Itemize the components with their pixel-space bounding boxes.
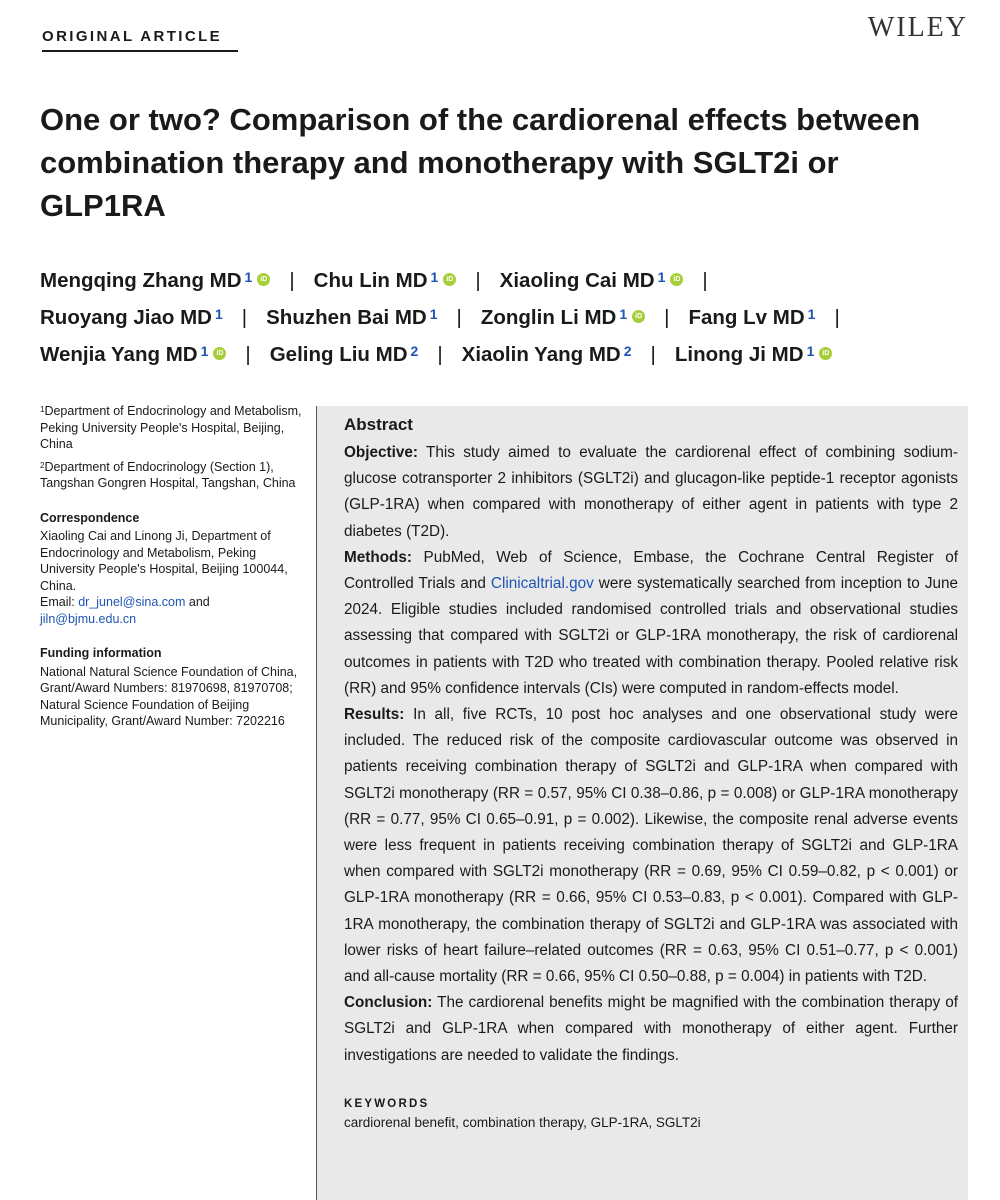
author-name: Shuzhen Bai MD xyxy=(266,306,427,329)
author[interactable] xyxy=(40,262,270,299)
orcid-icon[interactable]: iD xyxy=(257,273,270,286)
clinicaltrial-link[interactable]: Clinicaltrial.gov xyxy=(490,575,594,593)
affiliations xyxy=(40,403,302,492)
methods-text-continued: were systematically searched from inception to June 2024. Eligible studies included randomised controlled trials and observational studies assessing that compared with SGLT2i or GLP-1RA monotherapy, the risk of cardiorenal outcomes in patients with T2D who treated with combination therapy. Pooled relative risk (RR) and 95% confidence intervals (CIs) were computed in random-effects model. xyxy=(344,575,959,697)
author-name: Linong Ji MD xyxy=(674,343,804,366)
author[interactable] xyxy=(462,336,632,373)
author-separator: | xyxy=(437,343,443,366)
author-line-3 xyxy=(40,336,980,373)
affiliation-sup[interactable]: 1 xyxy=(200,343,209,359)
email-label: Email: xyxy=(40,595,75,609)
author-name: Wenjia Yang MD xyxy=(40,343,198,366)
affiliation-text: Department of Endocrinology (Section 1), Tangshan Gongren Hospital, Tangshan, China xyxy=(40,459,296,490)
author-separator: | xyxy=(456,306,462,329)
correspondence xyxy=(40,510,302,628)
orcid-icon[interactable]: iD xyxy=(819,347,832,360)
author-separator: | xyxy=(834,306,840,329)
methods-label: Methods: xyxy=(344,548,412,566)
abstract-heading: Abstract xyxy=(344,415,413,434)
section-rule xyxy=(42,50,238,52)
author[interactable] xyxy=(40,336,226,373)
correspondence-text: Xiaoling Cai and Linong Ji, Department of Endocrinology and Metabolism, Peking University People's Hospital, Beijing 100044, China. xyxy=(40,529,288,593)
funding-information xyxy=(40,645,302,730)
abstract-conclusion xyxy=(344,990,958,1069)
author[interactable] xyxy=(266,299,437,336)
affiliation-sup[interactable]: 1 xyxy=(430,269,439,285)
author-name: Fang Lv MD xyxy=(688,306,805,329)
results-text: In all, five RCTs, 10 post hoc analyses and one observational study were included. The reduced risk of the composite cardiovascular outcome was observed in patients receiving combination therapy of SGLT2i and GLP-1RA when compared with SGLT2i monotherapy (RR = 0.57, 95% CI 0.38–0.86, p = 0.008) or GLP-1RA monotherapy (RR = 0.77, 95% CI 0.65–0.91, p = 0.002). Likewise, the composite renal adverse events were less frequent in patients receiving combination therapy of SGLT2i and GLP-1RA when compared with SGLT2i monotherapy (RR = 0.69, 95% CI 0.59–0.82, p < 0.001) or GLP-1RA monotherapy (RR = 0.66, 95% CI 0.53–0.83, p < 0.001). Compared with GLP-1RA monotherapy, the combination therapy of SGLT2i and GLP-1RA was associated with lower risks of heart failure–related outcomes (RR = 0.63, 95% CI 0.51–0.77, p < 0.001) and all-cause mortality (RR = 0.66, 95% CI 0.50–0.88, p = 0.004) in patients with T2D. xyxy=(344,706,959,986)
results-label: Results: xyxy=(344,706,405,724)
author-separator: | xyxy=(664,306,670,329)
author-list xyxy=(40,262,980,373)
affiliation-sup[interactable]: 1 xyxy=(244,269,253,285)
affiliation-sup[interactable]: 2 xyxy=(410,343,419,359)
objective-label: Objective: xyxy=(344,444,418,461)
author[interactable] xyxy=(270,336,419,373)
author[interactable] xyxy=(688,299,815,336)
funding-heading: Funding information xyxy=(40,646,162,660)
funding-text: National Natural Science Foundation of China, Grant/Award Numbers: 81970698, 81970708; Natural Science Foundation of Beijing Municipality, Grant/Award Number: 7202216 xyxy=(40,664,298,728)
author-line-1 xyxy=(40,262,980,299)
author-separator: | xyxy=(475,269,481,292)
orcid-icon[interactable]: iD xyxy=(632,310,645,323)
author-name: Mengqing Zhang MD xyxy=(40,269,242,292)
publisher-logo: WILEY xyxy=(867,12,968,43)
affiliation-sup[interactable]: 1 xyxy=(619,306,628,322)
author-name: Ruoyang Jiao MD xyxy=(40,306,212,329)
abstract-box xyxy=(316,406,968,1200)
author-separator: | xyxy=(241,306,248,329)
affiliation-number: 2 xyxy=(40,460,45,470)
affiliation-sup[interactable]: 1 xyxy=(807,306,816,322)
author-name: Zonglin Li MD xyxy=(480,306,617,329)
abstract-results xyxy=(344,702,958,990)
author-name: Geling Liu MD xyxy=(269,343,408,366)
author-separator: | xyxy=(702,269,708,292)
author-separator: | xyxy=(289,269,295,292)
keywords-heading: KEYWORDS xyxy=(344,1097,430,1110)
author[interactable] xyxy=(314,262,457,299)
objective-text: This study aimed to evaluate the cardiorenal effect of combining sodium-glucose cotransporter 2 inhibitors (SGLT2i) and glucagon-like peptide-1 receptor agonists (GLP-1RA) when compared with monotherapy of either agent in patients with type 2 diabetes (T2D). xyxy=(344,444,958,540)
section-label: ORIGINAL ARTICLE xyxy=(42,28,223,45)
author-line-2 xyxy=(40,299,980,336)
conclusion-text: The cardiorenal benefits might be magnified with the combination therapy of SGLT2i and GLP-1RA when compared with monotherapy of either agent. Further investigations are needed to validate the findings. xyxy=(344,994,958,1064)
email-link[interactable]: dr_junel@sina.com xyxy=(78,595,186,609)
email-link[interactable]: jiln@bjmu.edu.cn xyxy=(40,611,137,626)
affiliation-sup[interactable]: 1 xyxy=(215,306,223,322)
author-name: Xiaolin Yang MD xyxy=(461,343,621,366)
conclusion-label: Conclusion: xyxy=(344,994,433,1012)
author-name: Xiaoling Cai MD xyxy=(499,269,655,292)
author-separator: | xyxy=(245,343,251,366)
keywords-text: cardiorenal benefit, combination therapy, GLP-1RA, SGLT2i xyxy=(344,1114,701,1130)
orcid-icon[interactable]: iD xyxy=(670,273,683,286)
author-name: Chu Lin MD xyxy=(313,269,428,292)
correspondence-email xyxy=(40,594,302,627)
author[interactable] xyxy=(481,299,645,336)
affiliation-text: Department of Endocrinology and Metabolism, Peking University People's Hospital, Beijing, China xyxy=(40,404,302,451)
affiliation-sup[interactable]: 1 xyxy=(806,343,815,359)
author[interactable] xyxy=(675,336,832,373)
affiliation-sup[interactable]: 1 xyxy=(657,269,666,285)
orcid-icon[interactable]: iD xyxy=(213,347,226,360)
abstract-methods xyxy=(344,545,958,702)
affiliation xyxy=(40,459,302,492)
author[interactable] xyxy=(500,262,684,299)
affiliation-sup[interactable]: 1 xyxy=(429,306,438,322)
email-conjunction: and xyxy=(188,595,210,609)
affiliation-number: 1 xyxy=(40,405,45,414)
affiliation-sup[interactable]: 2 xyxy=(623,343,632,359)
orcid-icon[interactable]: iD xyxy=(443,273,456,286)
affiliation xyxy=(40,403,302,453)
abstract-objective xyxy=(344,440,958,545)
author-separator: | xyxy=(650,343,656,366)
article-info-column xyxy=(40,403,302,748)
correspondence-heading: Correspondence xyxy=(40,510,140,525)
article-title: One or two? Comparison of the cardiorenal effects between combination therapy and monotherapy with SGLT2i or GLP1RA xyxy=(40,102,921,223)
methods-text: PubMed, Web of Science, Embase, the Cochrane Central Register of Controlled Trials and xyxy=(344,548,958,593)
author[interactable] xyxy=(40,299,223,336)
